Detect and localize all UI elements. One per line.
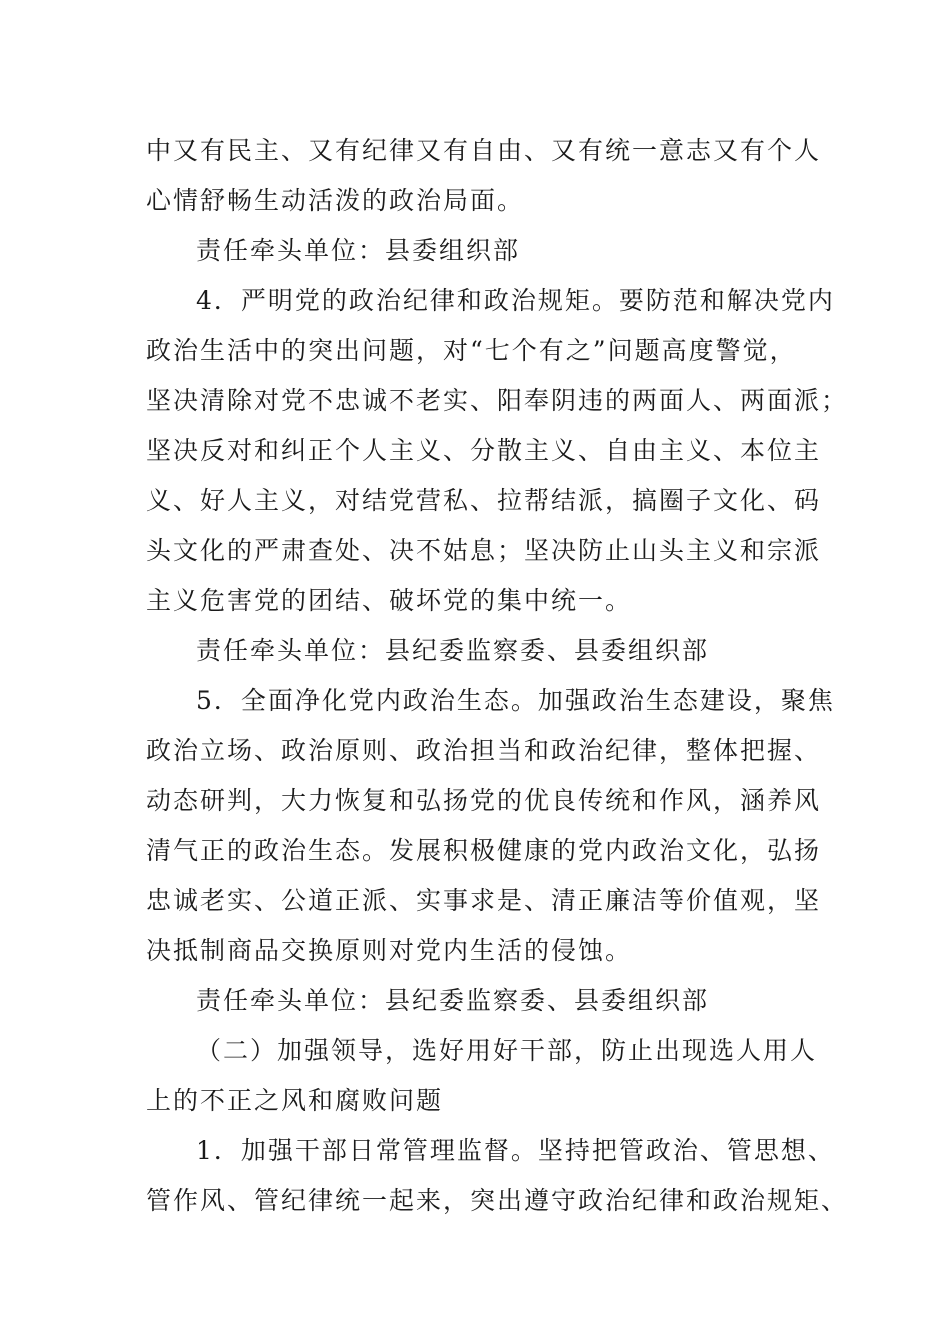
section-heading-line: （二）加强领导，选好用好干部，防止出现选人用人 bbox=[196, 1036, 818, 1065]
text-line: 心情舒畅生动活泼的政治局面。 bbox=[146, 186, 525, 215]
text-line: 义、好人主义，对结党营私、拉帮结派，搞圈子文化、码 bbox=[146, 486, 822, 515]
text-line: 坚决清除对党不忠诚不老实、阳奉阴违的两面人、两面派； bbox=[146, 386, 849, 415]
item-heading-line: 5．全面净化党内政治生态。加强政治生态建设，聚焦 bbox=[196, 686, 835, 715]
section-heading-line: 上的不正之风和腐败问题 bbox=[146, 1086, 444, 1115]
document-body bbox=[146, 126, 849, 1226]
responsible-unit-line: 责任牵头单位：县纪委监察委、县委组织部 bbox=[196, 986, 710, 1015]
text-line: 中又有民主、又有纪律又有自由、又有统一意志又有个人 bbox=[146, 136, 822, 165]
responsible-unit-line: 责任牵头单位：县纪委监察委、县委组织部 bbox=[196, 636, 710, 665]
text-line: 头文化的严肃查处、决不姑息；坚决防止山头主义和宗派 bbox=[146, 536, 822, 565]
text-line: 政治生活中的突出问题，对“七个有之”问题高度警觉， bbox=[146, 336, 797, 365]
text-line: 管作风、管纪律统一起来，突出遵守政治纪律和政治规矩、 bbox=[146, 1186, 849, 1215]
text-line: 决抵制商品交换原则对党内生活的侵蚀。 bbox=[146, 936, 633, 965]
text-line: 主义危害党的团结、破坏党的集中统一。 bbox=[146, 586, 633, 615]
text-line: 清气正的政治生态。发展积极健康的党内政治文化，弘扬 bbox=[146, 836, 822, 865]
text-line: 忠诚老实、公道正派、实事求是、清正廉洁等价值观，坚 bbox=[146, 886, 822, 915]
text-line: 动态研判，大力恢复和弘扬党的优良传统和作风，涵养风 bbox=[146, 786, 822, 815]
item-heading-line: 1．加强干部日常管理监督。坚持把管政治、管思想、 bbox=[196, 1136, 835, 1165]
item-heading-line: 4．严明党的政治纪律和政治规矩。要防范和解决党内 bbox=[196, 286, 835, 315]
text-line: 政治立场、政治原则、政治担当和政治纪律，整体把握、 bbox=[146, 736, 822, 765]
responsible-unit-line: 责任牵头单位：县委组织部 bbox=[196, 236, 521, 265]
text-line: 坚决反对和纠正个人主义、分散主义、自由主义、本位主 bbox=[146, 436, 822, 465]
